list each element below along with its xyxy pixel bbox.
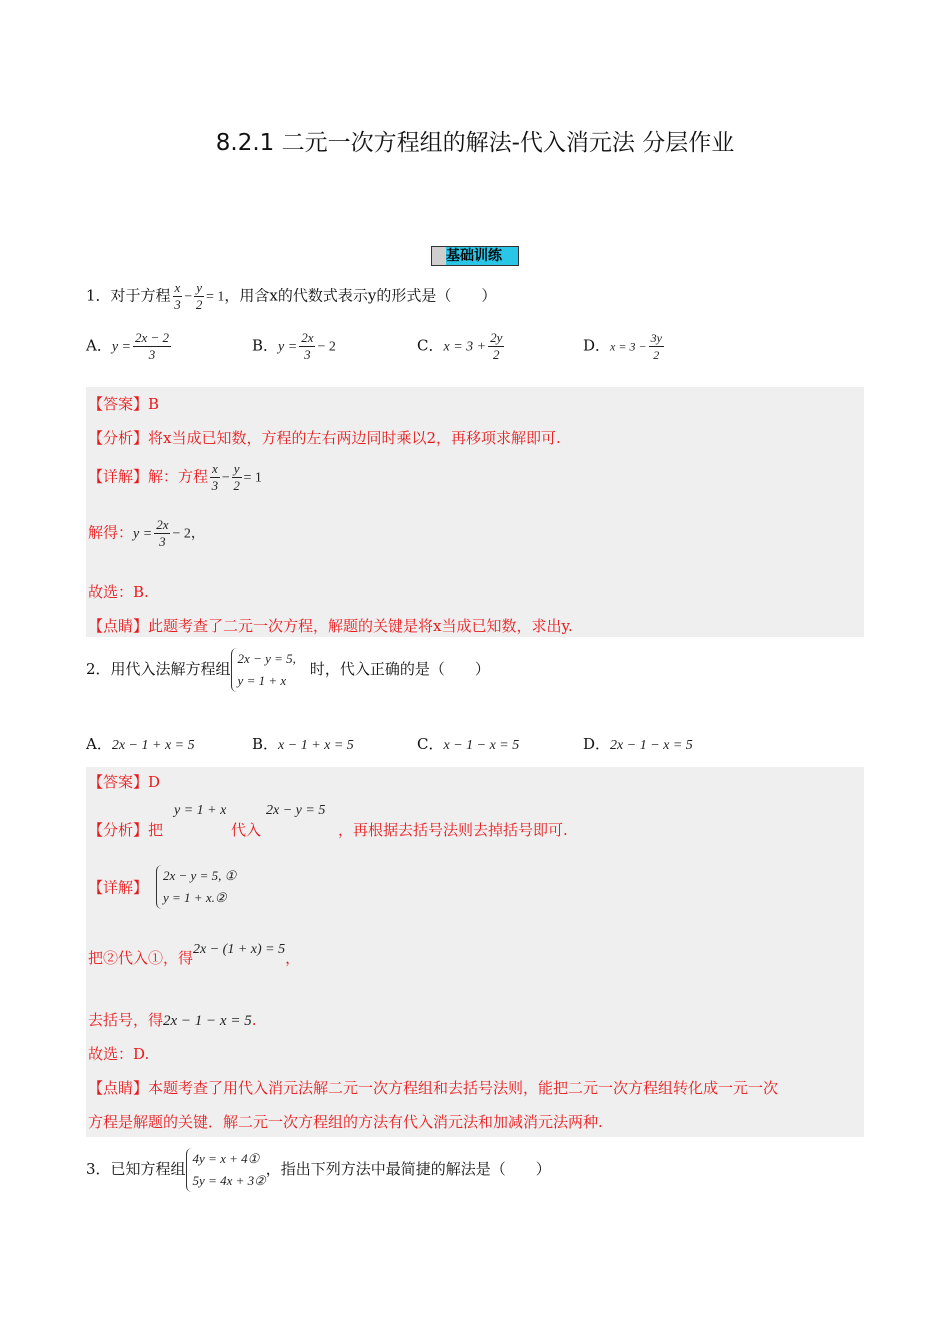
q1-choose: 故选：B.	[88, 583, 149, 601]
q1-answer-box	[86, 387, 864, 637]
section-tag	[431, 246, 519, 266]
q2-detail: 【详解】 2x − y = 5, ① y = 1 + x.②	[88, 865, 236, 909]
section-tag-label: 基础训练	[446, 248, 502, 264]
question-1-stem: 1．对于方程 $\frac{x}{3}$ − $\frac{y}{2}$ = 1，用含x的代数式表示y的形式是（ ）	[86, 280, 497, 312]
q2-comment-line-2: 方程是解题的关键．解二元一次方程组的方法有代入消元法和加减消元法两种.	[88, 1113, 603, 1131]
page-title: 8.2.1 二元一次方程组的解法-代入消元法 分层作业	[215, 130, 735, 156]
q2-option-c[interactable]: C．x − 1 − x = 5	[417, 735, 520, 753]
q1-analysis: 【分析】将x当成已知数，方程的左右两边同时乘以2，再移项求解即可.	[88, 429, 561, 447]
q2-option-b[interactable]: B．x − 1 + x = 5	[252, 735, 354, 753]
q2-answer: 【答案】D	[88, 773, 161, 791]
q1-option-c[interactable]: C．x = 3 + $\frac{2y}{2}$	[417, 330, 503, 362]
q2-option-a[interactable]: A．2x − 1 + x = 5	[86, 735, 195, 753]
q2-expand: 去括号，得2x − 1 − x = 5.	[88, 1011, 257, 1029]
q1-option-d[interactable]: D．x = 3 − $\frac{3y}{2}$	[583, 331, 662, 362]
q1-option-b[interactable]: B．y = $\frac{2x}{3}$ − 2	[252, 330, 336, 362]
question-2-stem: 2．用代入法解方程组 2x − y = 5, y = 1 + x 时，代入正确的是（ ）	[86, 648, 490, 692]
q2-answer-box: 【答案】D 【分析】 把 y = 1 + x 代入 2x − y = 5 ，再根据去括号法则去掉括号即可. 【详解】 2x − y = 5, ① y = 1 + x.② 把②代入①，得2x − (1 + x) = 5， 去括号，得2x − 1 − x = 5. 故选：D. 【点睛】本题考查了用代入消元法解二元一次方程组和去括号法则，能把二元一次方程组转化成一元一次 方程是解题的关键．解二元一次方程组的方法有代入消元法和加减消元法两种.	[86, 767, 864, 1137]
q1-detail: 【详解】解：方程 $\frac{x}{3}$ − $\frac{y}{2}$ = 1	[88, 461, 262, 493]
question-3-stem: 3．已知方程组 4y = x + 4① 5y = 4x + 3② ，指出下列方法中最简捷的解法是（ ）	[86, 1148, 551, 1192]
q2-substitute: 把②代入①，得2x − (1 + x) = 5，	[88, 942, 301, 967]
q1-option-a[interactable]: A．y = $\frac{2x - 2}{3}$	[86, 330, 170, 362]
q1-comment: 【点睛】此题考查了二元一次方程，解题的关键是将x当成已知数，求出y.	[88, 617, 573, 635]
q2-comment-line-1: 【点睛】本题考查了用代入消元法解二元一次方程组和去括号法则，能把二元一次方程组转化成一元一次	[88, 1079, 779, 1097]
q2-choose: 故选：D.	[88, 1045, 150, 1063]
q2-option-d[interactable]: D．2x − 1 − x = 5	[583, 735, 693, 753]
q1-solve: 解得：y = $\frac{2x}{3}$ − 2，	[88, 517, 205, 549]
q1-answer: 【答案】B	[88, 395, 160, 413]
